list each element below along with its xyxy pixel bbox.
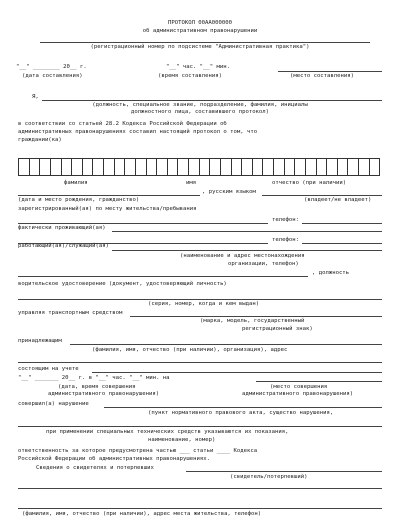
official-prefix: Я, <box>32 94 39 100</box>
phone-label-2: телефон: <box>272 237 299 243</box>
employer-caption-2: организации, телефон) <box>228 261 299 267</box>
registered-vehicle-line[interactable] <box>92 372 382 373</box>
owner-caption: (фамилия, имя, отчество (при наличии), организация), адрес <box>92 347 288 353</box>
name-grid-cell[interactable] <box>83 159 94 175</box>
committed-label: совершил(а) нарушение <box>18 401 89 407</box>
birth-line[interactable] <box>18 195 200 196</box>
witnesses-line-3[interactable] <box>18 508 382 509</box>
name-grid-cell[interactable] <box>285 159 296 175</box>
phone-line-2[interactable] <box>302 243 382 244</box>
name-grid-cell[interactable] <box>317 159 328 175</box>
name-grid-cell[interactable] <box>147 159 158 175</box>
name-grid-cell[interactable] <box>232 159 243 175</box>
vehicle-caption-2: регистрационный знак) <box>242 326 313 332</box>
patronymic-caption: отчество (при наличии) <box>272 180 347 186</box>
name-grid-cell[interactable] <box>189 159 200 175</box>
name-grid-cell[interactable] <box>62 159 73 175</box>
registered-line[interactable] <box>18 223 268 224</box>
intro-line-1: в соответствии со статьей 28.2 Кодекса Российской Федерации об <box>18 121 227 127</box>
working-label: работающий(ая)/служащий(ая) <box>18 243 109 249</box>
name-grid-cell[interactable] <box>51 159 62 175</box>
name-grid-cell[interactable] <box>263 159 274 175</box>
name-grid-cell[interactable] <box>136 159 147 175</box>
witnesses-line[interactable] <box>186 471 382 472</box>
owner-line[interactable] <box>70 344 382 345</box>
name-grid-cell[interactable] <box>178 159 189 175</box>
russian-language-label: , русским языком <box>202 189 256 195</box>
witness-caption: (свидетель/потерпевший) <box>230 474 308 480</box>
name-grid-cell[interactable] <box>125 159 136 175</box>
first-name-caption: имя <box>186 180 197 186</box>
offense-place-line[interactable] <box>256 381 382 382</box>
name-grid-cell[interactable] <box>327 159 338 175</box>
name-grid-cell[interactable] <box>295 159 306 175</box>
name-grid[interactable] <box>18 158 380 176</box>
registered-vehicle-label: состоящим на учете <box>18 366 79 372</box>
offense-datetime-fill[interactable]: "__" _______ 20__ г. в "__" час. "__" мин. на <box>18 375 170 381</box>
violation-line-2[interactable] <box>18 426 382 427</box>
language-line[interactable] <box>262 195 382 196</box>
vehicle-label: управляя транспортным средством <box>18 310 123 316</box>
actual-address-label: фактически проживающий(ая) <box>18 225 106 231</box>
name-grid-cell[interactable] <box>93 159 104 175</box>
name-grid-cell[interactable] <box>370 159 380 175</box>
name-grid-cell[interactable] <box>274 159 285 175</box>
witnesses-line-2[interactable] <box>18 488 382 489</box>
phone-label-1: телефон: <box>272 217 299 223</box>
special-means-caption: при применении специальных технических средств указываются их показания, <box>46 429 289 435</box>
place-caption: (место составления) <box>290 73 354 79</box>
name-grid-cell[interactable] <box>168 159 179 175</box>
place-line[interactable] <box>278 71 382 72</box>
name-grid-cell[interactable] <box>104 159 115 175</box>
name-grid-cell[interactable] <box>338 159 349 175</box>
official-line[interactable] <box>42 100 382 101</box>
final-caption: (фамилия, имя, отчество (при наличии), адрес места жительства, телефон) <box>22 511 262 517</box>
offense-datetime-caption: (дата, время совершения <box>58 384 136 390</box>
name-grid-cell[interactable] <box>30 159 41 175</box>
name-grid-cell[interactable] <box>306 159 317 175</box>
license-line[interactable] <box>18 299 382 300</box>
reg-number-caption: (регистрационный номер по подсистеме "Административная практика") <box>90 44 310 50</box>
official-caption-2: должностного лица, составившего протокол) <box>130 109 270 115</box>
vehicle-caption: (марка, модель, государственный <box>200 318 305 324</box>
witnesses-label: Сведения о свидетелях и потерпевших <box>36 465 154 471</box>
name-grid-cell[interactable] <box>221 159 232 175</box>
employer-caption: (наименование и адрес местонахождения <box>180 253 305 259</box>
violation-caption: (пункт нормативного правового акта, существо нарушения, <box>148 410 334 416</box>
time-fill[interactable]: "__" час. "__" мин. <box>166 64 230 70</box>
phone-line-1[interactable] <box>302 223 382 224</box>
time-caption: (время составления) <box>158 73 222 79</box>
name-grid-cell[interactable] <box>348 159 359 175</box>
offense-place-caption: (место совершения <box>270 384 328 390</box>
name-grid-cell[interactable] <box>210 159 221 175</box>
intro-line-2: административных правонарушениях составил настоящий протокол о том, что <box>18 129 258 135</box>
position-line[interactable] <box>18 276 308 277</box>
owner-line-2[interactable] <box>18 362 382 363</box>
date-fill[interactable]: "__" ________ 20__ г. <box>16 64 87 70</box>
special-means-caption-2: наименование, номер) <box>148 437 216 443</box>
reg-number-line[interactable] <box>40 42 370 43</box>
protocol-subtitle: об административном правонарушении <box>142 28 258 34</box>
vehicle-line[interactable] <box>130 316 382 317</box>
language-caption: (владеет/не владеет) <box>304 197 372 203</box>
date-caption: (дата составления) <box>22 73 83 79</box>
actual-address-line[interactable] <box>112 231 382 232</box>
offense-place-caption-2: административного правонарушения) <box>242 391 354 397</box>
name-grid-cell[interactable] <box>359 159 370 175</box>
position-label: , должность <box>312 270 350 276</box>
name-grid-cell[interactable] <box>19 159 30 175</box>
employer-line[interactable] <box>112 250 382 251</box>
owner-label: принадлежащим <box>18 338 62 344</box>
license-label: водительское удостоверение (документ, удостоверяющий личность) <box>18 281 227 287</box>
name-grid-cell[interactable] <box>115 159 126 175</box>
name-grid-cell[interactable] <box>157 159 168 175</box>
license-caption: (серия, номер, когда и кем выдан) <box>148 301 260 307</box>
liability-text-2: Российской Федерации об административных правонарушениях. <box>18 456 210 462</box>
birth-caption: (дата и место рождения, гражданство) <box>18 197 140 203</box>
name-grid-cell[interactable] <box>200 159 211 175</box>
name-grid-cell[interactable] <box>40 159 51 175</box>
official-caption: (должность, специальное звание, подразделение, фамилия, инициалы <box>92 102 308 108</box>
name-grid-cell[interactable] <box>253 159 264 175</box>
liability-text: ответственность за которое предусмотрена частью ___ статьи ____ Кодекса <box>18 448 258 454</box>
registered-label: зарегистрированный(ая) по месту жительства/пребывания <box>18 206 197 212</box>
offense-datetime-caption-2: административного правонарушения) <box>48 391 160 397</box>
protocol-title: ПРОТОКОЛ 00АА000000 <box>168 20 232 26</box>
violation-line[interactable] <box>104 407 382 408</box>
last-name-caption: фамилия <box>64 180 88 186</box>
name-grid-cell[interactable] <box>242 159 253 175</box>
intro-line-3: граждании(ка) <box>18 137 62 143</box>
name-grid-cell[interactable] <box>72 159 83 175</box>
